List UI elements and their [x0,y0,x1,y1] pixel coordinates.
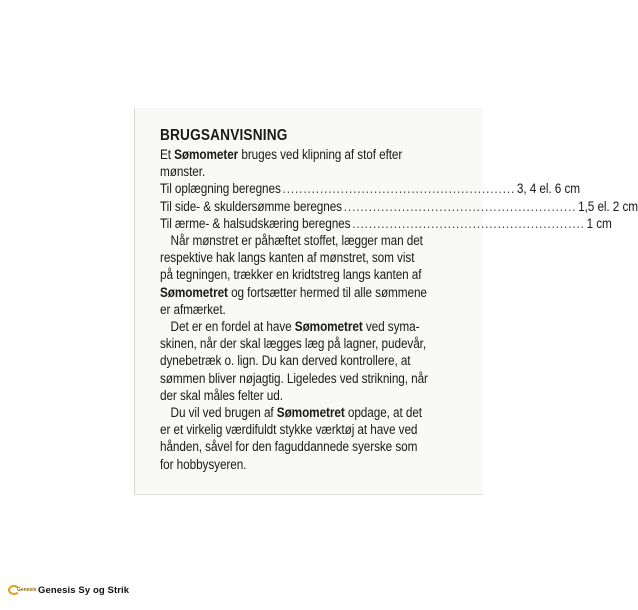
paragraph-2-line: sømmen bliver nøjagtig. Ligeledes ved strikning, når [160,370,428,386]
allowance-label: Til side- & skuldersømme beregnes [160,198,342,214]
paragraph-2-line: skinen, når der skal lægges læg på lagner, pudevår, [160,336,427,352]
paragraph-1-line: respektive hak langs kanten af mønstret, som vist [160,250,415,266]
paragraph-3-line: for hobbysyeren. [160,456,247,472]
product-name: Sømometer [174,147,239,162]
intro-line-2: mønster. [160,164,206,180]
paragraph-2-line: Det er en fordel at have Sømometret ved syma- [170,319,420,335]
instruction-text [160,126,638,473]
allowance-value: 3, 4 el. 6 cm [516,181,580,197]
paragraph-3-line: er et virkelig værdifuldt stykke værktøj at have ved [160,422,418,438]
brand-name: Genesis Sy og Strik [38,584,130,596]
allowance-label: Til ærme- & halsudskæring beregnes [160,215,351,231]
paragraph-2-line: dynebetræk o. lign. Du kan derved kontrollere, at [160,353,411,369]
intro-line-1: Et Sømometer bruges ved klipning af stof efter [160,147,403,162]
leader-dots: ........................................................ [282,181,516,197]
logo-text: Genesis [17,587,37,593]
paragraph-2-line: der skal måles felter ud. [160,387,283,403]
allowance-value: 1,5 el. 2 cm [578,198,638,214]
paragraph-1-line: på tegningen, trækker en kridtstreg langs kanten af [160,267,422,283]
paragraph-3-line: Du vil ved brugen af Sømometret opdage, at det [170,405,422,421]
leader-dots: ........................................................ [343,198,577,214]
footer [8,583,129,597]
product-name: Sømometret [276,405,345,421]
genesis-logo [8,583,37,597]
product-name: Sømometret [160,284,228,300]
allowance-value: 1 cm [586,215,612,231]
leader-dots: ........................................................ [352,215,585,231]
paragraph-1-line: Når mønstret er påhæftet stoffet, lægger man det [170,233,423,249]
allowance-row [160,180,580,197]
allowance-row [160,215,612,232]
allowance-row [160,198,638,215]
document-title: BRUGSANVISNING [160,127,288,144]
paragraph-3-line: hånden, såvel for den faguddannede syerske som [160,439,418,455]
paragraph-1-line: er afmærket. [160,301,226,317]
product-name: Sømometret [294,319,363,335]
allowance-label: Til oplægning beregnes [160,181,281,197]
paragraph-1-line: Sømometret og fortsætter hermed til alle sømmene [160,284,427,300]
